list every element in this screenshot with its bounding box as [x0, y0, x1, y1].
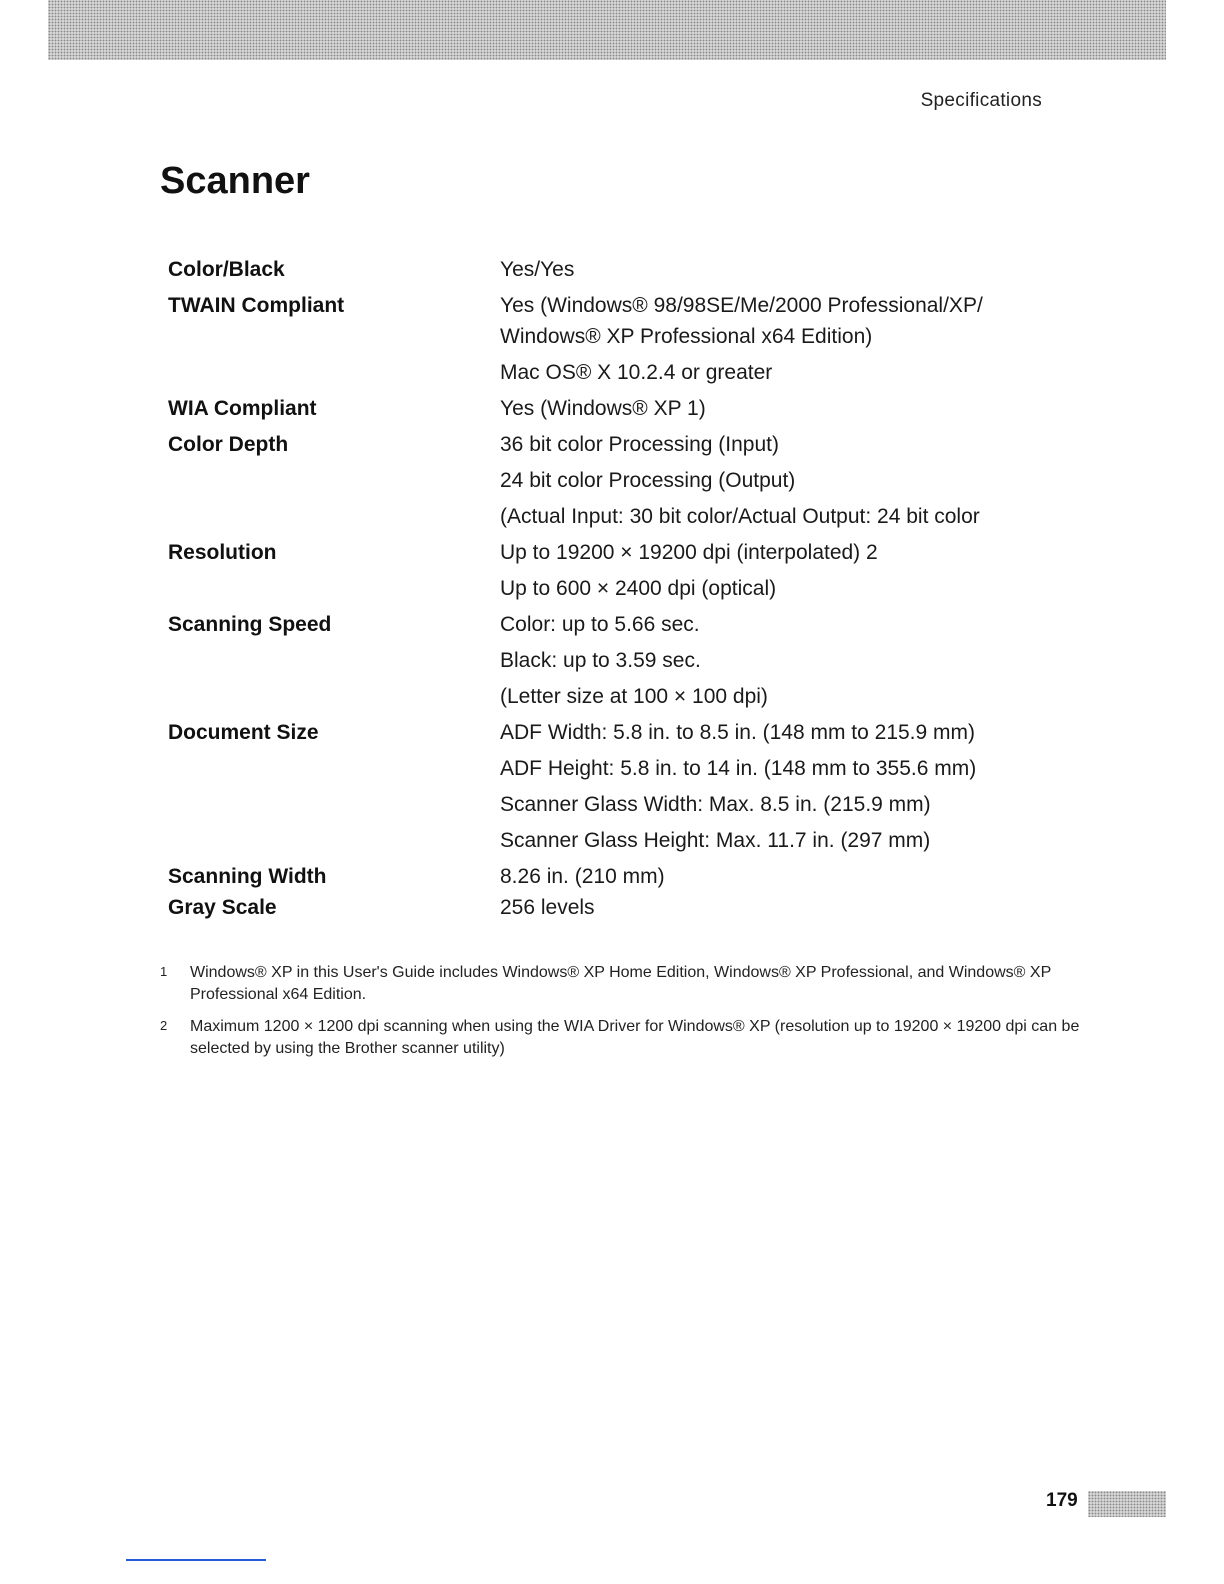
spec-label: Gray Scale: [168, 896, 277, 919]
section-header: Specifications: [920, 90, 1042, 111]
footnote-text: Maximum 1200 × 1200 dpi scanning when using the WIA Driver for Windows® XP (resolution up to 19200 × 19200 dpi can be selected by using the Brother scanner utility): [190, 1018, 1080, 1057]
spec-value: Yes (Windows® 98/98SE/Me/2000 Professional/XP/: [500, 294, 983, 317]
header-band: [48, 0, 1166, 60]
spec-value: Up to 19200 × 19200 dpi (interpolated) 2: [500, 541, 878, 564]
spec-row-twain: [168, 292, 1068, 395]
spec-row-color-depth: [168, 431, 1068, 539]
spec-value: 36 bit color Processing (Input): [500, 433, 779, 456]
footnote-number: 1: [160, 964, 168, 979]
spec-label: Color/Black: [168, 258, 285, 281]
page-number-band: [1088, 1491, 1166, 1517]
spec-value: Windows® XP Professional x64 Edition): [500, 325, 873, 348]
spec-label: WIA Compliant: [168, 397, 317, 420]
footnote-number: 2: [160, 1018, 168, 1033]
spec-value: Yes (Windows® XP 1): [500, 397, 706, 420]
page-title: Scanner: [160, 160, 310, 202]
spec-label: Document Size: [168, 721, 319, 744]
spec-value: ADF Width: 5.8 in. to 8.5 in. (148 mm to 215.9 mm): [500, 721, 976, 744]
footnote-text: Windows® XP in this User's Guide includes Windows® XP Home Edition, Windows® XP Professional, and Windows® XP Professional x64 Edition.: [190, 964, 1051, 1003]
spec-value: 256 levels: [500, 896, 595, 919]
spec-label: TWAIN Compliant: [168, 294, 345, 317]
spec-value: Up to 600 × 2400 dpi (optical): [500, 577, 777, 600]
spec-value: Scanner Glass Height: Max. 11.7 in. (297 mm): [500, 829, 931, 852]
spec-label: Resolution: [168, 541, 277, 564]
footnotes: [160, 962, 1080, 1070]
spec-row-document-size: [168, 719, 1068, 863]
spec-row-scanning-width: [168, 863, 1068, 894]
spec-row-color-black: [168, 256, 1068, 292]
spec-row-wia: [168, 395, 1068, 431]
spec-value: Color: up to 5.66 sec.: [500, 613, 700, 636]
spec-row-scanning-speed: [168, 611, 1068, 719]
spec-value: 8.26 in. (210 mm): [500, 865, 665, 888]
spec-value: Yes/Yes: [500, 258, 575, 281]
spec-value: ADF Height: 5.8 in. to 14 in. (148 mm to 355.6 mm): [500, 757, 977, 780]
bottom-rule: [126, 1559, 266, 1561]
spec-label: Color Depth: [168, 433, 289, 456]
spec-value: (Actual Input: 30 bit color/Actual Output: 24 bit color: [500, 505, 980, 528]
spec-label: Scanning Speed: [168, 613, 332, 636]
page-number: 179: [1046, 1490, 1078, 1511]
footnote: [160, 1016, 1080, 1060]
spec-value: (Letter size at 100 × 100 dpi): [500, 685, 768, 708]
spec-row-resolution: [168, 539, 1068, 611]
footnote: [160, 962, 1080, 1006]
spec-row-gray-scale: [168, 894, 1068, 930]
spec-value: Mac OS® X 10.2.4 or greater: [500, 361, 773, 384]
spec-value: Scanner Glass Width: Max. 8.5 in. (215.9 mm): [500, 793, 931, 816]
spec-value: Black: up to 3.59 sec.: [500, 649, 701, 672]
spec-value: 24 bit color Processing (Output): [500, 469, 796, 492]
spec-table: [168, 256, 1068, 930]
spec-label: Scanning Width: [168, 865, 327, 888]
